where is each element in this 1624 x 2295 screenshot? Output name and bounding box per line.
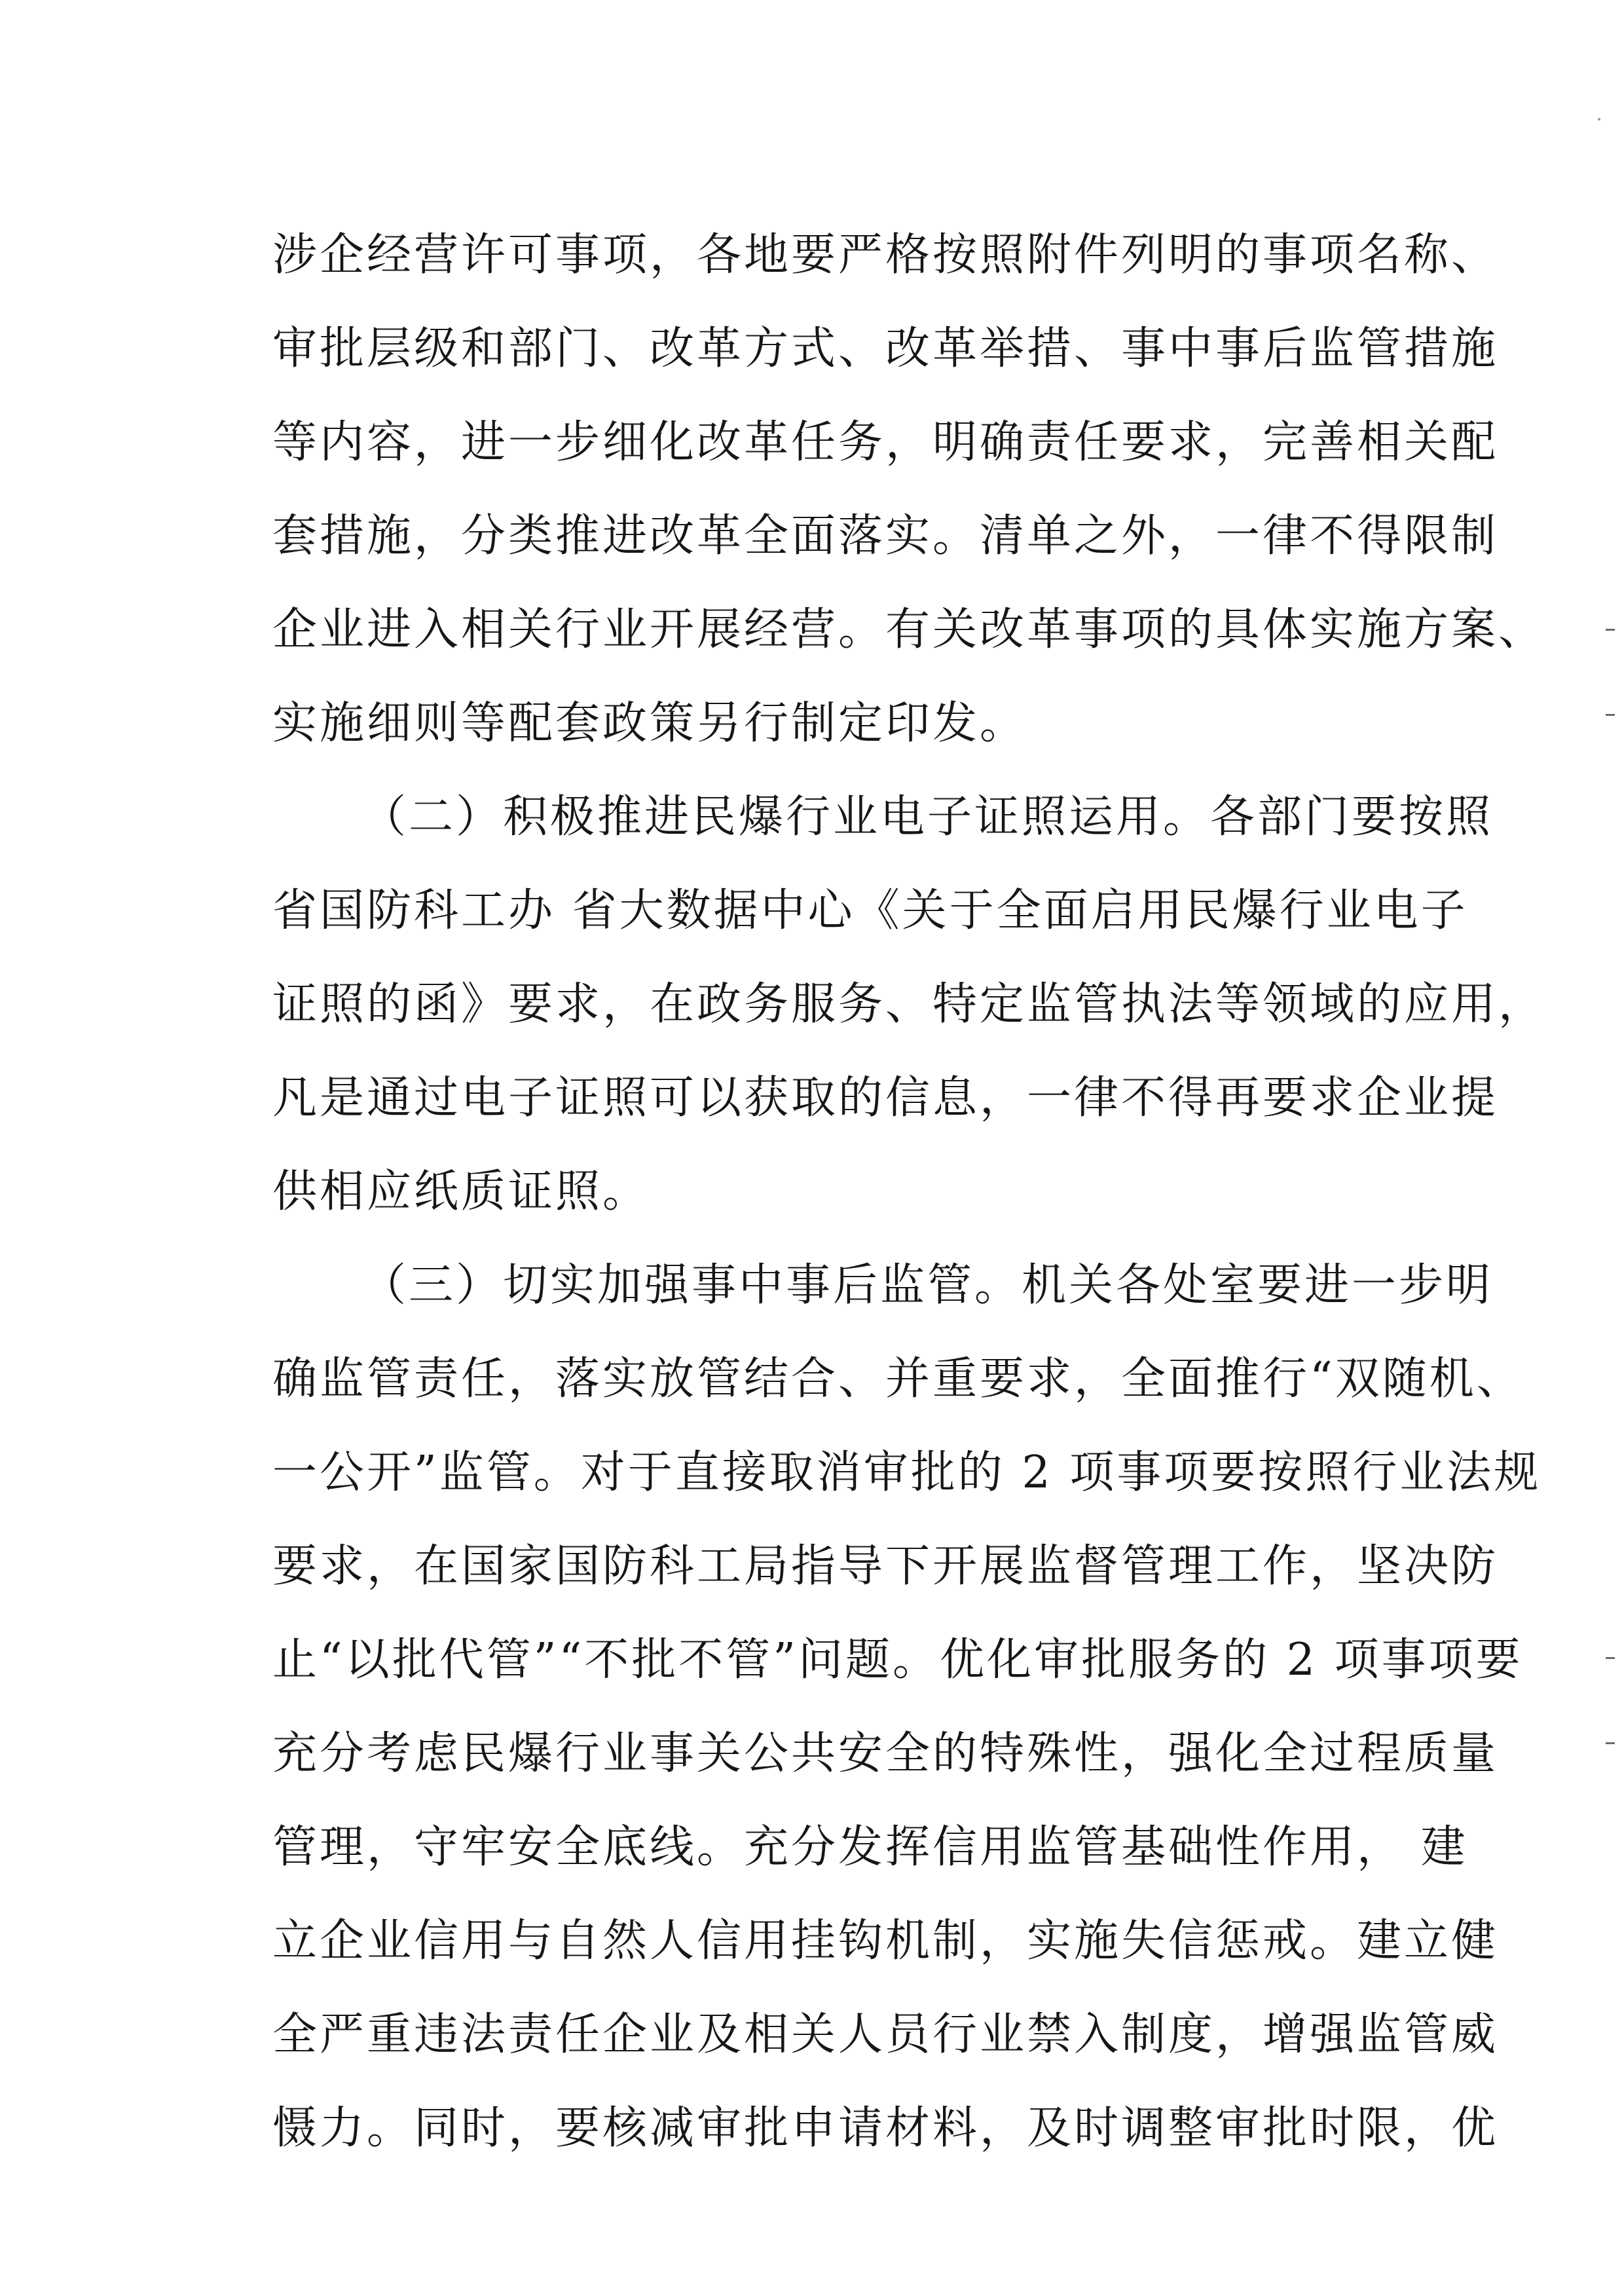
paragraph-line: 立企业信用与自然人信用挂钩机制，实施失信惩戒。建立健	[272, 1915, 1499, 1967]
paragraph-line: 等内容，进一步细化改革任务，明确责任要求，完善相关配	[272, 417, 1499, 468]
section-heading-line: （三）切实加强事中事后监管。机关各处室要进一步明	[361, 1259, 1494, 1311]
scan-edge-mark	[1606, 629, 1615, 631]
paragraph-line: 凡是通过电子证照可以获取的信息，一律不得再要求企业提	[272, 1072, 1499, 1124]
paragraph-line: 确监管责任，落实放管结合、并重要求，全面推行“双随机、	[272, 1353, 1524, 1405]
paragraph-line: 涉企经营许可事项，各地要严格按照附件列明的事项名称、	[272, 229, 1499, 281]
paragraph-line: 一公开”监管。对于直接取消审批的 2 项事项要按照行业法规	[272, 1447, 1541, 1499]
paragraph-line: 审批层级和部门、改革方式、改革举措、事中事后监管措施	[272, 323, 1499, 375]
paragraph-line: 企业进入相关行业开展经营。有关改革事项的具体实施方案、	[272, 604, 1546, 656]
paragraph-line: 充分考虑民爆行业事关公共安全的特殊性，强化全过程质量	[272, 1728, 1499, 1780]
paragraph-line: 要求，在国家国防科工局指导下开展监督管理工作，坚决防	[272, 1540, 1499, 1592]
paragraph-line: 慑力。同时，要核减审批申请材料，及时调整审批时限，优	[272, 2102, 1499, 2154]
scan-edge-mark	[1606, 714, 1615, 716]
scan-edge-mark	[1606, 1657, 1615, 1659]
scan-edge-mark	[1606, 1742, 1615, 1744]
paragraph-line: 供相应纸质证照。	[272, 1166, 650, 1218]
paragraph-line: 省国防科工办 省大数据中心《关于全面启用民爆行业电子	[272, 885, 1468, 937]
section-heading-line: （二）积极推进民爆行业电子证照运用。各部门要按照	[361, 791, 1494, 843]
paragraph-line: 管理，守牢安全底线。充分发挥信用监管基础性作用， 建	[272, 1821, 1468, 1873]
scan-artifact	[1598, 118, 1600, 121]
body-text	[272, 208, 1546, 2175]
paragraph-line: 止“以批代管”“不批不管”问题。优化审批服务的 2 项事项要	[272, 1634, 1523, 1686]
paragraph-line: 套措施，分类推进改革全面落实。清单之外，一律不得限制	[272, 510, 1499, 562]
paragraph-line: 实施细则等配套政策另行制定印发。	[272, 698, 1027, 749]
paragraph-line: 证照的函》要求，在政务服务、特定监管执法等领域的应用，	[272, 979, 1546, 1030]
paragraph-line: 全严重违法责任企业及相关人员行业禁入制度，增强监管威	[272, 2009, 1499, 2061]
